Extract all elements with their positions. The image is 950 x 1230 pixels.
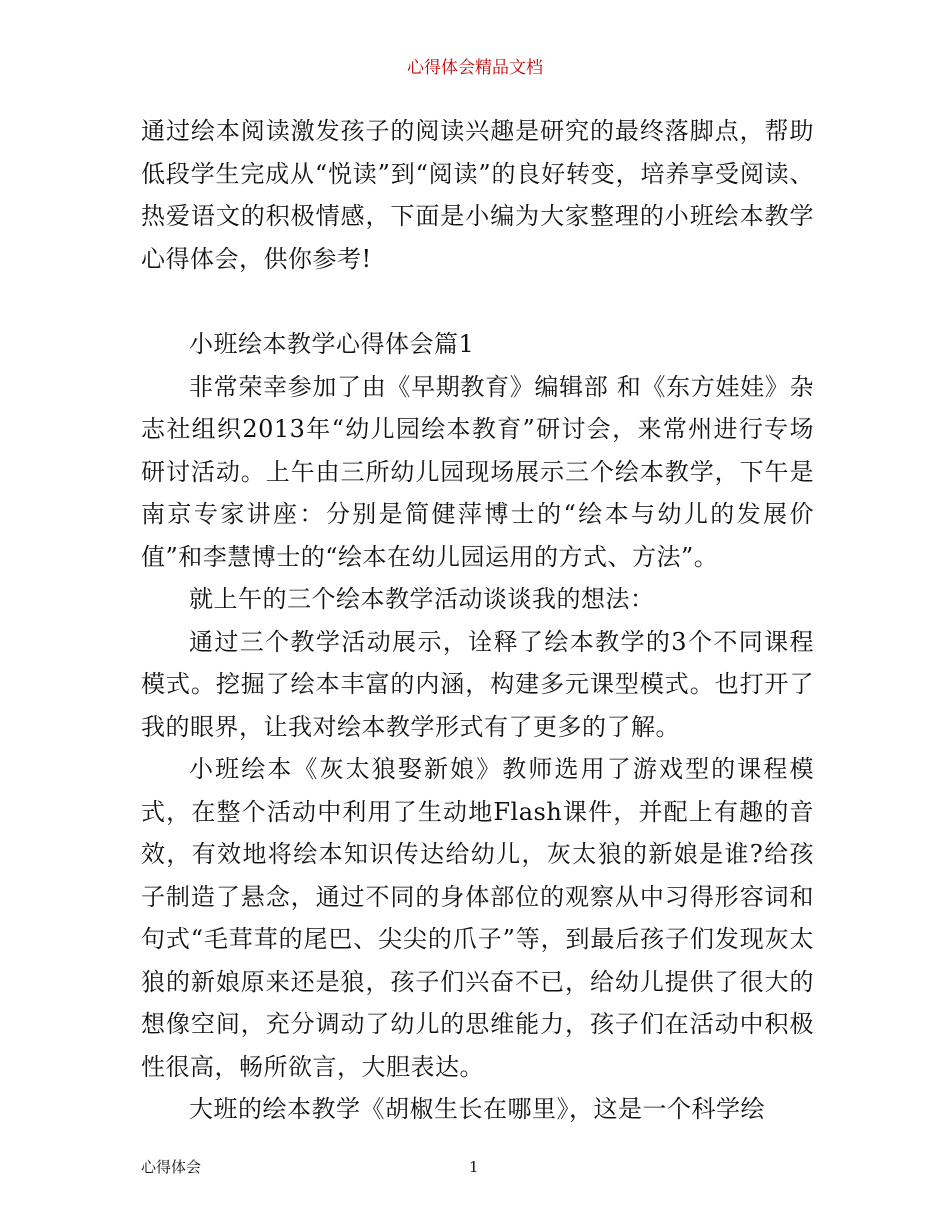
page-header-title: 心得体会精品文档 <box>407 58 543 78</box>
footer-label: 心得体会 <box>141 1158 202 1176</box>
body-paragraph: 通过三个教学活动展示，诠释了绘本教学的3个不同课程模式。挖掘了绘本丰富的内涵，构建多元课型模式。也打开了我的眼界，让我对绘本教学形式有了更多的了解。 <box>141 627 814 741</box>
document-body <box>141 110 814 1131</box>
intro-paragraph: 通过绘本阅读激发孩子的阅读兴趣是研究的最终落脚点，帮助低段学生完成从“悦读”到“阅读”的良好转变，培养享受阅读、热爱语文的积极情感，下面是小编为大家整理的小班绘本教学心得体会，供你参考! <box>141 117 814 273</box>
body-paragraph: 小班绘本《灰太狼娶新娘》教师选用了游戏型的课程模式，在整个活动中利用了生动地Flash课件，并配上有趣的音效，有效地将绘本知识传达给幼儿，灰太狼的新娘是谁?给孩子制造了悬念，通过不同的身体部位的观察从中习得形容词和句式“毛茸茸的尾巴、尖尖的爪子”等，到最后孩子们发现灰太狼的新娘原来还是狼，孩子们兴奋不已，给幼儿提供了很大的想像空间，充分调动了幼儿的思维能力，孩子们在活动中积极性很高，畅所欲言，大胆表达。 <box>141 755 814 1081</box>
body-paragraph: 大班的绘本教学《胡椒生长在哪里》，这是一个科学绘 <box>189 1095 765 1123</box>
body-paragraph: 非常荣幸参加了由《早期教育》编辑部 和《东方娃娃》杂志社组织2013年“幼儿园绘本教育”研讨会，来常州进行专场研讨活动。上午由三所幼儿园现场展示三个绘本教学，下午是南京专家讲座：分别是简健萍博士的“绘本与幼儿的发展价值”和李慧博士的“绘本在幼儿园运用的方式、方法”。 <box>141 372 814 571</box>
section-heading: 小班绘本教学心得体会篇1 <box>189 330 475 358</box>
page-number: 1 <box>469 1158 479 1176</box>
body-paragraph: 就上午的三个绘本教学活动谈谈我的想法： <box>189 585 655 613</box>
page-footer <box>141 1156 814 1178</box>
